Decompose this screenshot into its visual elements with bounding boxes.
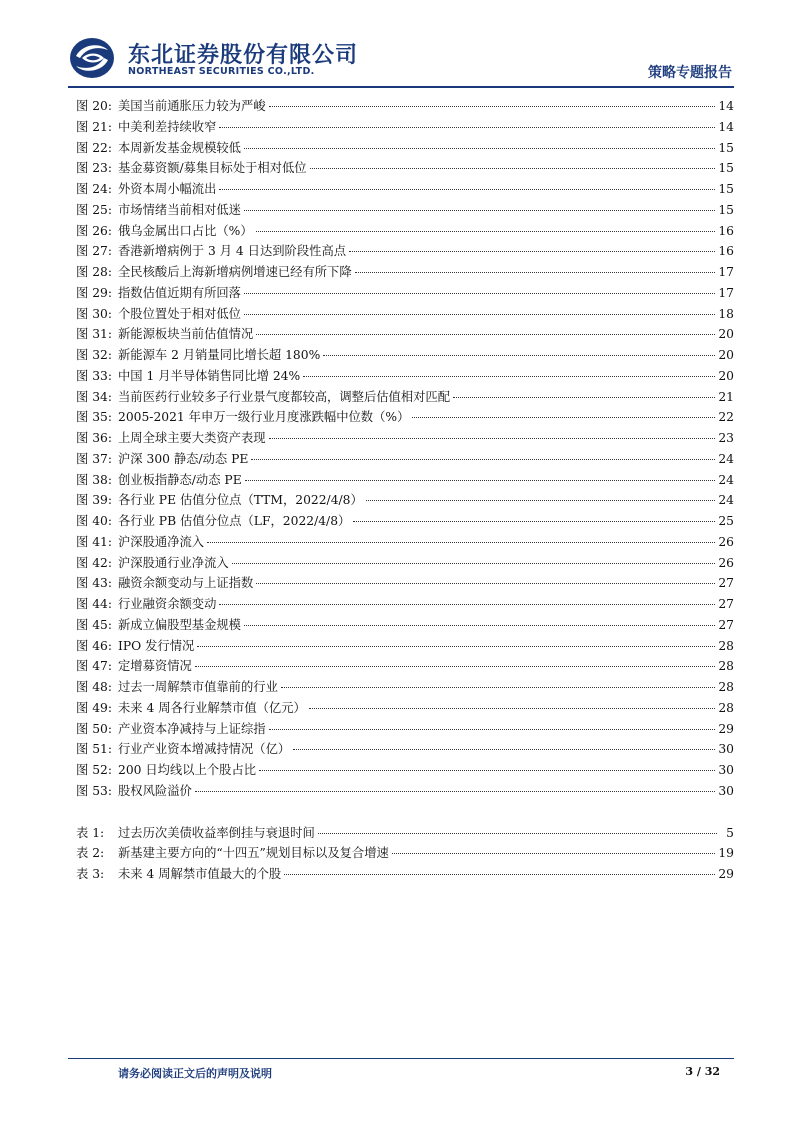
toc-figure-entry-label: 图 39: [76,493,112,508]
toc-figure-entry[interactable] [76,179,734,200]
toc-figure-entry-title: 行业产业资本增减持情况（亿） [118,742,291,757]
toc-figure-entry[interactable] [76,407,734,428]
toc-figure-entry-label: 图 21: [76,119,112,134]
toc-figure-entry-title: 新能源板块当前估值情况 [118,327,254,342]
toc-figure-entry-page: 27 [718,597,734,611]
toc-figure-entry-title: 中美利差持续收窄 [118,119,217,134]
dot-leader [318,833,717,834]
toc-figure-entry[interactable] [76,656,734,677]
toc-figure-entry[interactable] [76,636,734,657]
toc-figure-entry-title: 各行业 PB 估值分位点（LF，2022/4/8） [118,514,351,528]
dot-leader [197,646,715,647]
toc-figure-entry-label: 图 41: [76,534,112,549]
dot-leader [269,106,716,107]
table-list [76,823,734,885]
dot-leader [245,480,716,481]
toc-table-entry-page: 29 [718,867,734,881]
toc-figure-entry-label: 图 35: [76,410,112,425]
toc-figure-entry[interactable] [76,719,734,740]
dot-leader [309,708,716,709]
toc-figure-entry-label: 图 48: [76,680,112,694]
toc-figure-entry-page: 28 [718,680,734,694]
toc-figure-entry-title: 基金募资额/募集目标处于相对低位 [118,161,307,176]
dot-leader [219,127,715,128]
page-number: 3 / 32 [685,1065,720,1078]
toc-figure-entry-page: 23 [718,431,734,445]
toc-figure-entry-page: 16 [718,244,734,259]
header-divider [68,86,734,88]
toc-figure-entry-title: 融资余额变动与上证指数 [118,576,254,591]
dot-leader [412,417,715,418]
dot-leader [284,874,715,875]
dot-leader [303,376,715,377]
toc-figure-entry[interactable] [76,760,734,781]
toc-figure-entry-title: 指数估值近期有所回落 [118,285,241,300]
dot-leader [392,853,716,854]
dot-leader [244,210,715,211]
toc-figure-entry-label: 图 28: [76,265,112,279]
toc-figure-entry-title: 过去一周解禁市值靠前的行业 [118,680,278,694]
toc-figure-entry-label: 图 36: [76,431,112,445]
toc-figure-entry[interactable] [76,366,734,387]
dot-leader [244,625,715,626]
toc-figure-entry-title: 产业资本净减持与上证综指 [118,721,266,736]
toc-figure-entry-page: 22 [718,410,734,425]
toc-figure-entry[interactable] [76,428,734,449]
toc-figure-entry-title: 创业板指静态/动态 PE [118,472,242,487]
toc-figure-entry-label: 图 37: [76,451,112,466]
toc-figure-entry[interactable] [76,490,734,511]
toc-figure-entry-page: 24 [718,472,734,487]
toc-table-entry-title: 过去历次美债收益率倒挂与衰退时间 [118,825,315,840]
toc-figure-entry[interactable] [76,553,734,574]
toc-figure-entry-page: 20 [718,368,734,383]
toc-figure-entry-title: 中国 1 月半导体销售同比增 24% [118,368,301,383]
toc-figure-entry[interactable] [76,221,734,242]
dot-leader [355,272,716,273]
toc-figure-entry-label: 图 52: [76,763,112,777]
toc-figure-entry-page: 25 [718,514,734,528]
toc-figure-entry-title: 香港新增病例于 3 月 4 日达到阶段性高点 [118,244,347,259]
toc-figure-entry-page: 15 [718,140,734,155]
toc-figure-entry-title: 个股位置处于相对低位 [118,306,241,321]
toc-figure-entry-title: 沪深股通净流入 [118,534,205,549]
toc-figure-entry-label: 图 49: [76,700,112,715]
toc-figure-entry-label: 图 47: [76,659,112,674]
toc-table-entry[interactable] [76,864,734,885]
toc-figure-entry-page: 28 [718,638,734,653]
dot-leader [310,168,716,169]
dot-leader [244,314,715,315]
figure-list [76,96,734,802]
toc-figure-entry[interactable] [76,781,734,802]
toc-figure-entry-label: 图 43: [76,576,112,591]
toc-figure-entry[interactable] [76,573,734,594]
toc-figure-entry[interactable] [76,594,734,615]
dot-leader [256,334,715,335]
toc-figure-entry-title: 股权风险溢价 [118,783,192,798]
toc-figure-entry-title: 本周新发基金规模较低 [118,140,241,155]
toc-figure-entry-title: 当前医药行业较多子行业景气度都较高，调整后估值相对匹配 [118,389,451,404]
toc-figure-entry-title: 沪深股通行业净流入 [118,555,229,570]
dot-leader [207,542,715,543]
toc-figure-entry[interactable] [76,304,734,325]
toc-figure-entry[interactable] [76,511,734,532]
company-name-en: NORTHEAST SECURITIES CO.,LTD. [128,66,315,77]
toc-figure-entry-label: 图 24: [76,182,112,196]
table-of-contents [76,96,734,885]
toc-figure-entry-title: 新能源车 2 月销量同比增长超 180% [118,348,321,362]
toc-figure-entry-label: 图 29: [76,285,112,300]
toc-figure-entry-title: 全民核酸后上海新增病例增速已经有所下降 [118,265,352,279]
toc-figure-entry-label: 图 31: [76,327,112,342]
toc-figure-entry-label: 图 33: [76,368,112,383]
dot-leader [259,770,715,771]
toc-figure-entry-title: 新成立偏股型基金规模 [118,617,241,632]
toc-figure-entry-label: 图 51: [76,742,112,757]
toc-figure-entry-title: 俄乌金属出口占比（%） [118,223,253,238]
report-type: 策略专题报告 [648,65,732,81]
toc-figure-entry[interactable] [76,241,734,262]
toc-figure-entry-label: 图 42: [76,555,112,570]
toc-figure-entry-page: 26 [718,534,734,549]
dot-leader [293,749,715,750]
dot-leader [269,729,716,730]
dot-leader [251,459,715,460]
toc-figure-entry-page: 27 [718,617,734,632]
toc-figure-entry-page: 18 [718,306,734,321]
dot-leader [195,666,716,667]
toc-figure-entry-title: 200 日均线以上个股占比 [118,763,257,777]
toc-figure-entry[interactable] [76,283,734,304]
toc-figure-entry[interactable] [76,96,734,117]
toc-figure-entry-label: 图 30: [76,306,112,321]
company-name-cn: 东北证券股份有限公司 [128,43,359,68]
toc-figure-entry-title: 上周全球主要大类资产表现 [118,431,266,445]
toc-figure-entry[interactable] [76,345,734,366]
toc-figure-entry-page: 15 [718,202,734,217]
toc-figure-entry-label: 图 44: [76,597,112,611]
toc-figure-entry-title: 各行业 PE 估值分位点（TTM，2022/4/8） [118,493,363,508]
toc-table-entry-title: 新基建主要方向的“十四五”规划目标以及复合增速 [118,846,389,861]
toc-figure-entry[interactable] [76,262,734,283]
dot-leader [323,355,715,356]
toc-table-entry[interactable] [76,823,734,844]
toc-figure-entry-title: 沪深 300 静态/动态 PE [118,451,249,466]
section-gap [76,802,734,823]
toc-figure-entry-page: 24 [718,451,734,466]
dot-leader [195,791,716,792]
toc-figure-entry-title: 美国当前通胀压力较为严峻 [118,99,266,113]
toc-figure-entry-page: 16 [718,223,734,238]
toc-figure-entry-label: 图 22: [76,140,112,155]
toc-figure-entry-label: 图 25: [76,202,112,217]
toc-figure-entry[interactable] [76,677,734,698]
toc-figure-entry-label: 图 34: [76,389,112,404]
dot-leader [269,438,716,439]
disclaimer-note[interactable]: 请务必阅读正文后的声明及说明 [118,1067,272,1080]
toc-figure-entry-page: 20 [718,348,734,362]
toc-figure-entry-label: 图 46: [76,638,112,653]
toc-figure-entry-page: 26 [718,555,734,570]
dot-leader [232,563,716,564]
toc-figure-entry-page: 27 [718,576,734,591]
toc-figure-entry-title: 未来 4 周各行业解禁市值（亿元） [118,700,306,715]
toc-figure-entry[interactable] [76,158,734,179]
toc-table-entry-label: 表 2: [76,846,105,861]
toc-table-entry-page: 5 [726,825,734,840]
dot-leader [219,189,715,190]
dot-leader [353,521,715,522]
toc-figure-entry-page: 28 [718,659,734,674]
toc-table-entry-label: 表 1: [76,825,105,840]
toc-figure-entry-label: 图 20: [76,99,112,113]
toc-figure-entry-page: 20 [718,327,734,342]
dot-leader [366,500,716,501]
footer-divider [68,1058,734,1059]
toc-figure-entry-label: 图 27: [76,244,112,259]
toc-figure-entry-page: 15 [718,182,734,196]
toc-figure-entry-page: 17 [718,285,734,300]
dot-leader [256,583,715,584]
toc-figure-entry[interactable] [76,470,734,491]
toc-figure-entry[interactable] [76,449,734,470]
toc-figure-entry[interactable] [76,324,734,345]
toc-figure-entry-label: 图 45: [76,617,112,632]
toc-figure-entry-page: 15 [718,161,734,176]
toc-figure-entry-title: 外资本周小幅流出 [118,182,217,196]
toc-figure-entry-page: 30 [718,763,734,777]
dot-leader [453,397,715,398]
toc-figure-entry-label: 图 23: [76,161,112,176]
dot-leader [256,231,716,232]
toc-figure-entry-title: 定增募资情况 [118,659,192,674]
toc-table-entry-page: 19 [718,846,734,861]
toc-figure-entry[interactable] [76,117,734,138]
toc-figure-entry-page: 30 [718,742,734,757]
toc-table-entry-title: 未来 4 周解禁市值最大的个股 [118,867,282,881]
toc-figure-entry-page: 28 [718,700,734,715]
toc-figure-entry[interactable] [76,532,734,553]
toc-figure-entry-page: 21 [718,389,734,404]
dot-leader [219,604,715,605]
toc-table-entry[interactable] [76,843,734,864]
toc-figure-entry[interactable] [76,739,734,760]
toc-figure-entry-page: 14 [718,99,734,113]
toc-figure-entry-title: 行业融资余额变动 [118,597,217,611]
page-header [68,36,734,84]
toc-figure-entry-page: 17 [718,265,734,279]
toc-figure-entry[interactable] [76,200,734,221]
toc-figure-entry[interactable] [76,387,734,408]
dot-leader [349,251,715,252]
toc-figure-entry-label: 图 26: [76,223,112,238]
toc-figure-entry-label: 图 38: [76,472,112,487]
dot-leader [244,293,715,294]
toc-figure-entry-title: 市场情绪当前相对低迷 [118,202,241,217]
toc-table-entry-label: 表 3: [76,867,105,881]
dot-leader [281,687,715,688]
toc-figure-entry-page: 30 [718,783,734,798]
toc-figure-entry[interactable] [76,138,734,159]
toc-figure-entry-page: 24 [718,493,734,508]
toc-figure-entry-label: 图 40: [76,514,112,528]
toc-figure-entry[interactable] [76,698,734,719]
toc-figure-entry[interactable] [76,615,734,636]
dot-leader [244,148,715,149]
toc-figure-entry-label: 图 32: [76,348,112,362]
toc-figure-entry-page: 29 [718,721,734,736]
toc-figure-entry-label: 图 50: [76,721,112,736]
toc-figure-entry-title: IPO 发行情况 [118,638,195,653]
toc-figure-entry-page: 14 [718,119,734,134]
toc-figure-entry-label: 图 53: [76,783,112,798]
toc-figure-entry-title: 2005-2021 年申万一级行业月度涨跌幅中位数（%） [118,410,410,425]
company-logo-icon [68,36,120,80]
